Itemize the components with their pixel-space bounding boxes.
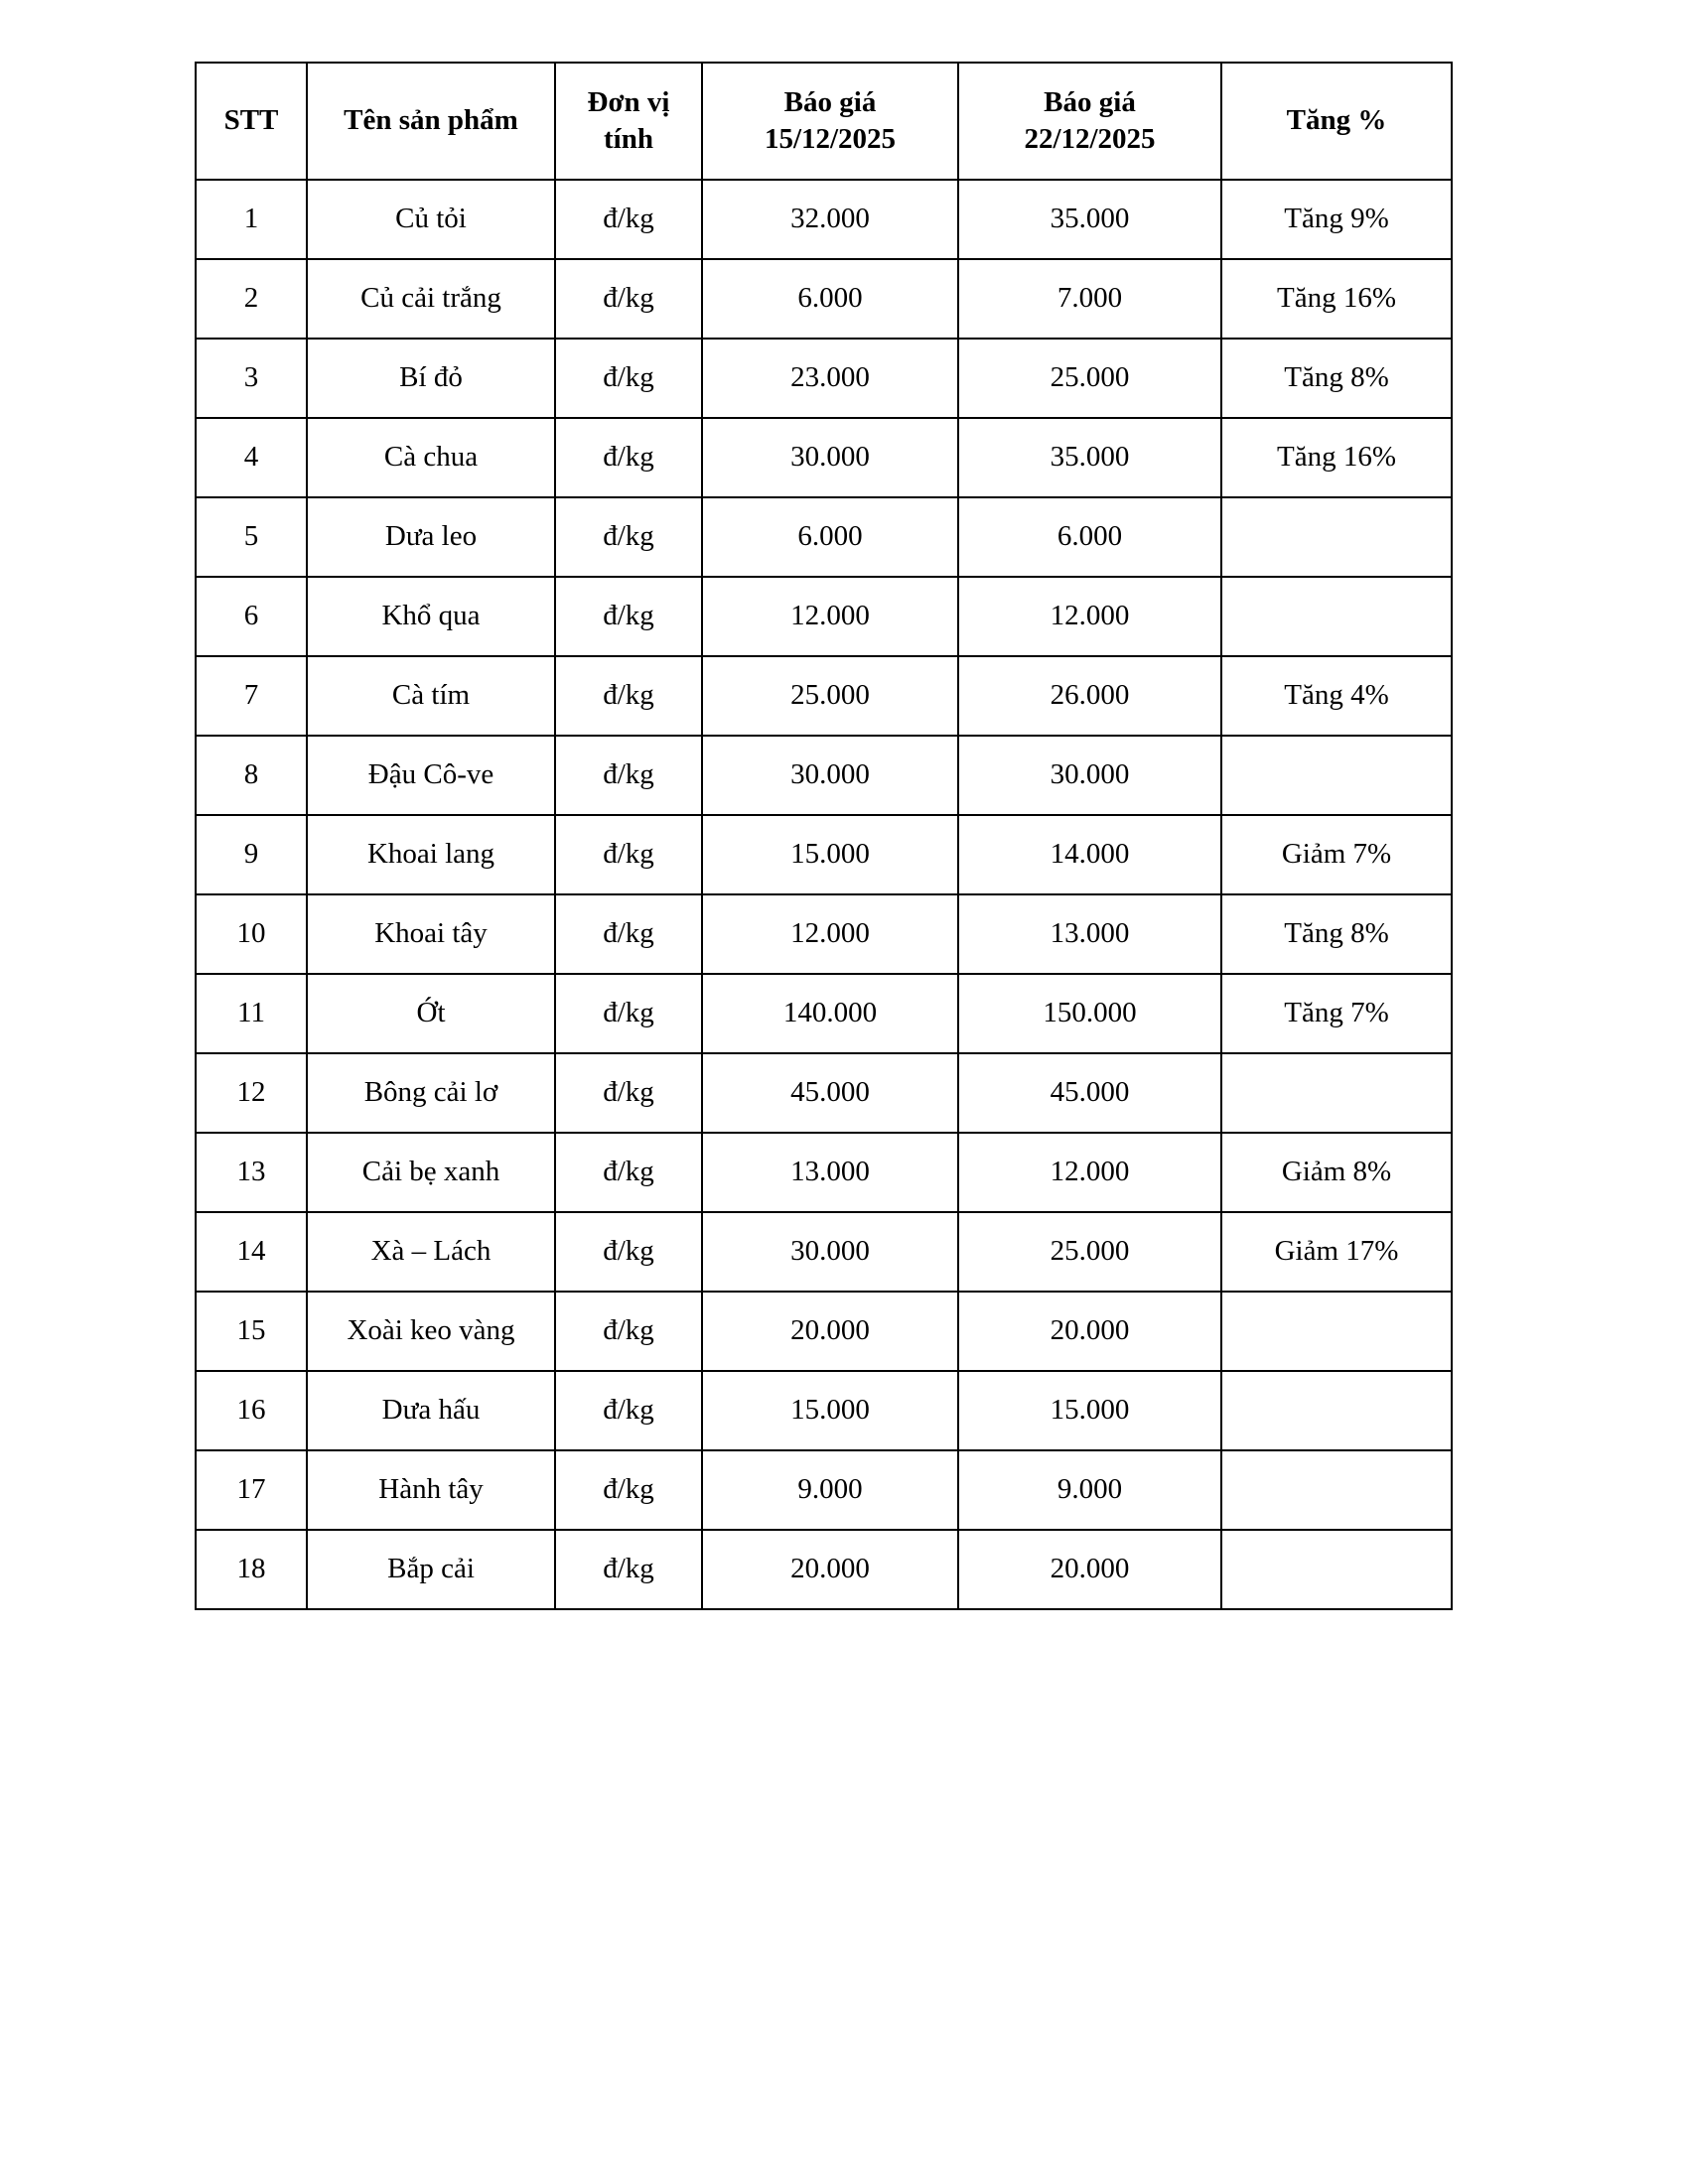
column-header-name-line1: Tên sản phẩm xyxy=(344,104,518,137)
cell-price-2: 12.000 xyxy=(958,1133,1221,1212)
cell-price-2: 12.000 xyxy=(958,577,1221,656)
cell-unit: đ/kg xyxy=(555,339,702,418)
cell-change: Giảm 7% xyxy=(1221,815,1452,894)
cell-change xyxy=(1221,1053,1452,1133)
cell-price-2: 45.000 xyxy=(958,1053,1221,1133)
cell-unit: đ/kg xyxy=(555,1053,702,1133)
cell-name: Cà tím xyxy=(307,656,555,736)
column-header-name xyxy=(307,63,555,180)
cell-unit: đ/kg xyxy=(555,815,702,894)
cell-price-1: 23.000 xyxy=(702,339,958,418)
cell-stt: 1 xyxy=(196,180,307,259)
cell-price-1: 140.000 xyxy=(702,974,958,1053)
cell-price-1: 30.000 xyxy=(702,736,958,815)
cell-name: Dưa hấu xyxy=(307,1371,555,1450)
table-row xyxy=(196,339,1452,418)
cell-price-1: 15.000 xyxy=(702,1371,958,1450)
cell-price-1: 25.000 xyxy=(702,656,958,736)
cell-stt: 10 xyxy=(196,894,307,974)
cell-price-1: 20.000 xyxy=(702,1292,958,1371)
cell-name: Bí đỏ xyxy=(307,339,555,418)
cell-name: Hành tây xyxy=(307,1450,555,1530)
cell-name: Bông cải lơ xyxy=(307,1053,555,1133)
cell-price-2: 35.000 xyxy=(958,180,1221,259)
table-row xyxy=(196,656,1452,736)
cell-price-1: 15.000 xyxy=(702,815,958,894)
table-row xyxy=(196,1212,1452,1292)
cell-change: Tăng 16% xyxy=(1221,418,1452,497)
cell-stt: 6 xyxy=(196,577,307,656)
cell-change xyxy=(1221,1292,1452,1371)
cell-name: Ớt xyxy=(307,974,555,1053)
cell-unit: đ/kg xyxy=(555,1133,702,1212)
cell-stt: 9 xyxy=(196,815,307,894)
cell-unit: đ/kg xyxy=(555,736,702,815)
cell-stt: 12 xyxy=(196,1053,307,1133)
cell-price-2: 14.000 xyxy=(958,815,1221,894)
table-row xyxy=(196,1530,1452,1609)
cell-change: Giảm 8% xyxy=(1221,1133,1452,1212)
cell-unit: đ/kg xyxy=(555,577,702,656)
column-header-price-1-line2: 15/12/2025 xyxy=(764,123,897,155)
cell-stt: 3 xyxy=(196,339,307,418)
cell-change: Tăng 8% xyxy=(1221,339,1452,418)
cell-change: Tăng 4% xyxy=(1221,656,1452,736)
table-row xyxy=(196,736,1452,815)
cell-unit: đ/kg xyxy=(555,1371,702,1450)
column-header-price-2-line1: Báo giá xyxy=(1044,85,1136,118)
table-row xyxy=(196,1053,1452,1133)
table-row xyxy=(196,894,1452,974)
cell-price-2: 9.000 xyxy=(958,1450,1221,1530)
cell-name: Củ cải trắng xyxy=(307,259,555,339)
cell-unit: đ/kg xyxy=(555,974,702,1053)
cell-stt: 5 xyxy=(196,497,307,577)
table-row xyxy=(196,259,1452,339)
column-header-stt-line1: STT xyxy=(223,104,279,137)
cell-price-2: 20.000 xyxy=(958,1530,1221,1609)
cell-stt: 2 xyxy=(196,259,307,339)
table-row xyxy=(196,1292,1452,1371)
cell-price-1: 6.000 xyxy=(702,497,958,577)
cell-stt: 13 xyxy=(196,1133,307,1212)
cell-change: Giảm 17% xyxy=(1221,1212,1452,1292)
cell-change xyxy=(1221,1530,1452,1609)
cell-unit: đ/kg xyxy=(555,1450,702,1530)
table-row xyxy=(196,1133,1452,1212)
cell-price-1: 20.000 xyxy=(702,1530,958,1609)
cell-unit: đ/kg xyxy=(555,656,702,736)
column-header-price-1-line1: Báo giá xyxy=(783,85,877,118)
column-header-change xyxy=(1221,63,1452,180)
table-row xyxy=(196,577,1452,656)
cell-price-1: 12.000 xyxy=(702,577,958,656)
table-body xyxy=(196,180,1452,1609)
column-header-stt xyxy=(196,63,307,180)
cell-unit: đ/kg xyxy=(555,1292,702,1371)
cell-unit: đ/kg xyxy=(555,894,702,974)
table-row xyxy=(196,815,1452,894)
cell-price-1: 9.000 xyxy=(702,1450,958,1530)
table-row xyxy=(196,497,1452,577)
cell-name: Khổ qua xyxy=(307,577,555,656)
cell-stt: 11 xyxy=(196,974,307,1053)
cell-name: Củ tỏi xyxy=(307,180,555,259)
cell-change xyxy=(1221,497,1452,577)
cell-name: Khoai tây xyxy=(307,894,555,974)
cell-stt: 16 xyxy=(196,1371,307,1450)
column-header-unit-line2: tính xyxy=(604,123,653,155)
table-row xyxy=(196,180,1452,259)
cell-change: Tăng 16% xyxy=(1221,259,1452,339)
cell-unit: đ/kg xyxy=(555,180,702,259)
cell-price-1: 30.000 xyxy=(702,418,958,497)
cell-price-2: 35.000 xyxy=(958,418,1221,497)
cell-name: Bắp cải xyxy=(307,1530,555,1609)
cell-price-2: 6.000 xyxy=(958,497,1221,577)
cell-price-2: 30.000 xyxy=(958,736,1221,815)
column-header-unit xyxy=(555,63,702,180)
price-table-container xyxy=(195,62,1451,1610)
cell-price-1: 45.000 xyxy=(702,1053,958,1133)
cell-stt: 7 xyxy=(196,656,307,736)
cell-price-1: 12.000 xyxy=(702,894,958,974)
cell-price-2: 150.000 xyxy=(958,974,1221,1053)
cell-price-1: 6.000 xyxy=(702,259,958,339)
cell-change: Tăng 8% xyxy=(1221,894,1452,974)
cell-unit: đ/kg xyxy=(555,418,702,497)
cell-price-1: 30.000 xyxy=(702,1212,958,1292)
cell-price-1: 13.000 xyxy=(702,1133,958,1212)
cell-name: Khoai lang xyxy=(307,815,555,894)
table-row xyxy=(196,418,1452,497)
cell-price-2: 26.000 xyxy=(958,656,1221,736)
cell-unit: đ/kg xyxy=(555,497,702,577)
column-header-unit-line1: Đơn vị xyxy=(587,85,670,118)
cell-unit: đ/kg xyxy=(555,1530,702,1609)
table-header xyxy=(196,63,1452,180)
cell-stt: 15 xyxy=(196,1292,307,1371)
cell-price-2: 25.000 xyxy=(958,1212,1221,1292)
cell-name: Cà chua xyxy=(307,418,555,497)
cell-stt: 17 xyxy=(196,1450,307,1530)
cell-price-2: 20.000 xyxy=(958,1292,1221,1371)
column-header-price-2 xyxy=(958,63,1221,180)
cell-price-1: 32.000 xyxy=(702,180,958,259)
cell-name: Dưa leo xyxy=(307,497,555,577)
cell-change xyxy=(1221,1450,1452,1530)
cell-price-2: 15.000 xyxy=(958,1371,1221,1450)
cell-price-2: 7.000 xyxy=(958,259,1221,339)
column-header-price-1 xyxy=(702,63,958,180)
column-header-change-line1: Tăng % xyxy=(1286,104,1387,137)
price-table xyxy=(195,62,1453,1610)
column-header-price-2-line2: 22/12/2025 xyxy=(1024,123,1156,155)
cell-change xyxy=(1221,1371,1452,1450)
cell-change xyxy=(1221,577,1452,656)
cell-name: Xoài keo vàng xyxy=(307,1292,555,1371)
cell-unit: đ/kg xyxy=(555,1212,702,1292)
table-row xyxy=(196,1371,1452,1450)
cell-price-2: 25.000 xyxy=(958,339,1221,418)
cell-name: Cải bẹ xanh xyxy=(307,1133,555,1212)
cell-name: Đậu Cô-ve xyxy=(307,736,555,815)
cell-change: Tăng 7% xyxy=(1221,974,1452,1053)
table-row xyxy=(196,1450,1452,1530)
cell-stt: 14 xyxy=(196,1212,307,1292)
table-header-row xyxy=(196,63,1452,180)
cell-stt: 18 xyxy=(196,1530,307,1609)
cell-price-2: 13.000 xyxy=(958,894,1221,974)
table-row xyxy=(196,974,1452,1053)
cell-change xyxy=(1221,736,1452,815)
cell-stt: 8 xyxy=(196,736,307,815)
cell-stt: 4 xyxy=(196,418,307,497)
cell-unit: đ/kg xyxy=(555,259,702,339)
cell-name: Xà – Lách xyxy=(307,1212,555,1292)
cell-change: Tăng 9% xyxy=(1221,180,1452,259)
